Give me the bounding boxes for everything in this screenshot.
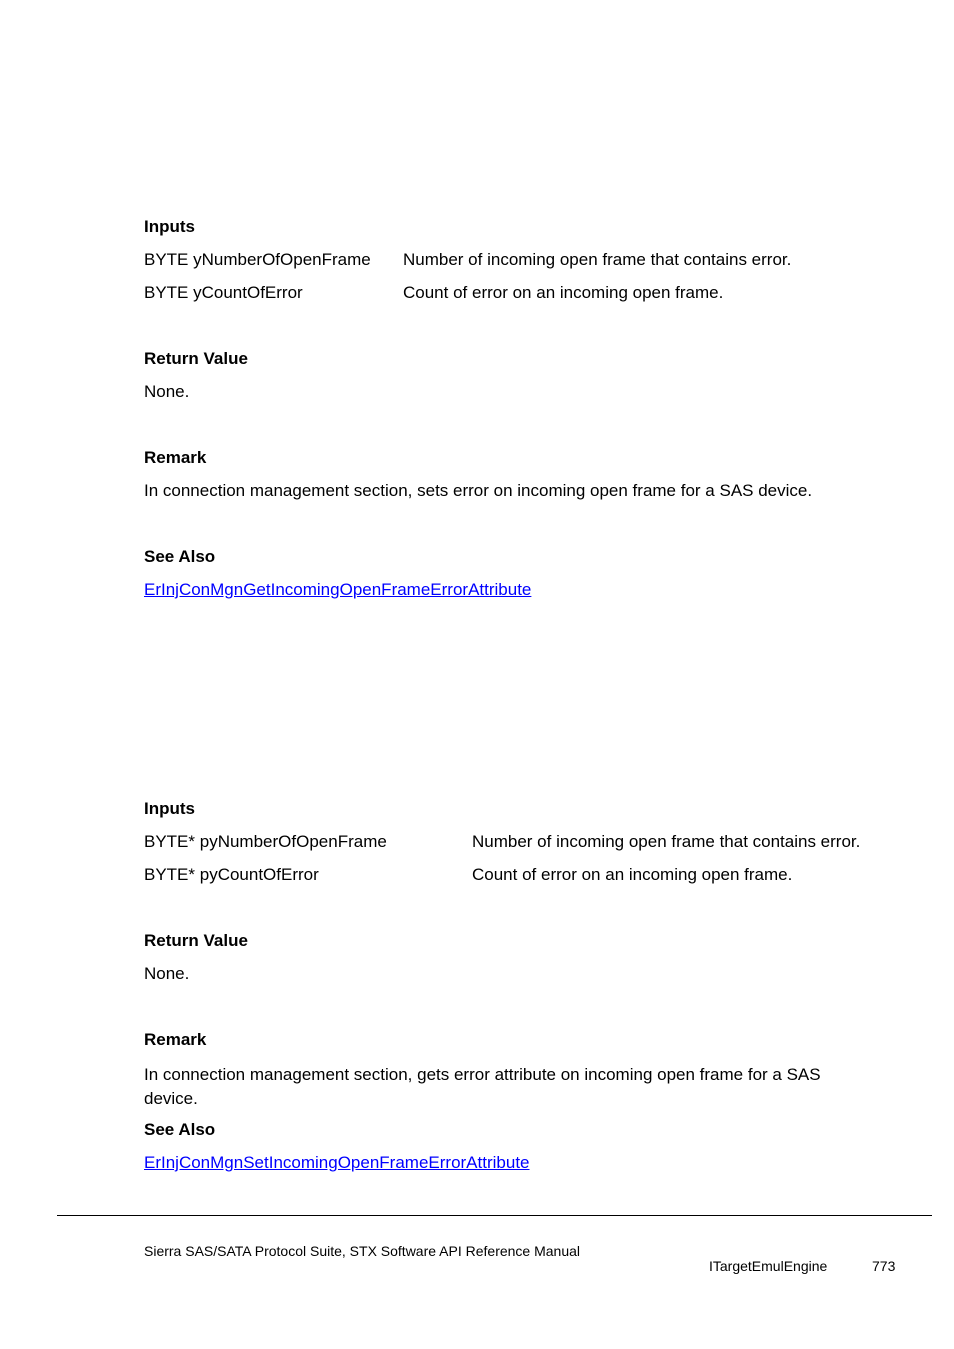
param-description: Number of incoming open frame that contains error. [472,832,861,851]
see-also-heading: See Also [144,1120,216,1139]
footer-divider [57,1215,932,1216]
return-value-text: None. [144,382,190,401]
param-description: Count of error on an incoming open frame. [472,865,793,884]
param-name: BYTE* pyNumberOfOpenFrame [144,832,387,851]
see-also-link[interactable]: ErInjConMgnSetIncomingOpenFrameErrorAttribute [144,1153,530,1172]
param-description: Number of incoming open frame that contains error. [403,250,792,269]
inputs-heading: Inputs [144,217,195,236]
see-also-heading: See Also [144,547,216,566]
param-name: BYTE yNumberOfOpenFrame [144,250,371,269]
footer-page-number: 773 [872,1258,896,1274]
footer-section-name: ITargetEmulEngine [709,1258,828,1274]
remark-heading: Remark [144,1030,207,1049]
remark-heading: Remark [144,448,207,467]
return-value-heading: Return Value [144,349,248,368]
param-description: Count of error on an incoming open frame. [403,283,724,302]
param-name: BYTE* pyCountOfError [144,865,319,884]
see-also-link[interactable]: ErInjConMgnGetIncomingOpenFrameErrorAttribute [144,580,532,599]
return-value-text: None. [144,964,190,983]
return-value-heading: Return Value [144,931,248,950]
remark-text: In connection management section, sets error on incoming open frame for a SAS device. [144,481,813,500]
inputs-heading: Inputs [144,799,195,818]
remark-text: In connection management section, gets error attribute on incoming open frame for a SAS device. [144,1065,821,1108]
footer-manual-title: Sierra SAS/SATA Protocol Suite, STX Software API Reference Manual [144,1243,581,1259]
param-name: BYTE yCountOfError [144,283,303,302]
